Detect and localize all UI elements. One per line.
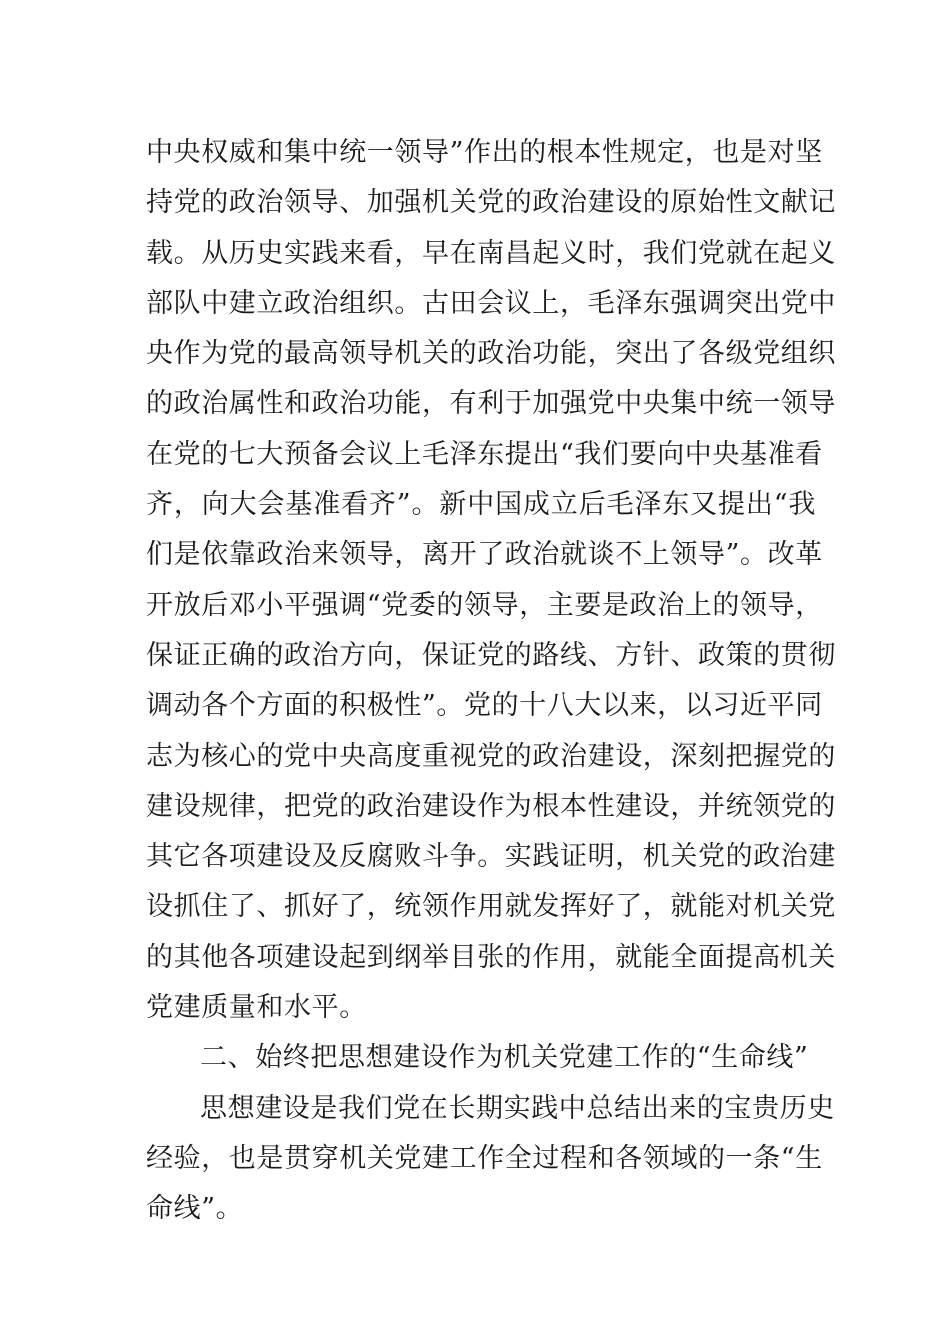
text-line: 载。从历史实践来看，早在南昌起义时，我们党就在起义 <box>146 237 836 269</box>
text-line: 们是依靠政治来领导，离开了政治就谈不上领导”。改革 <box>146 539 823 571</box>
text-line: 持党的政治领导、加强机关党的政治建设的原始性文献记 <box>146 187 836 219</box>
text-line: 设抓住了、抓好了，统领作用就发挥好了，就能对机关党 <box>146 891 836 923</box>
text-line: 命线”。 <box>146 1193 244 1225</box>
paragraph-political-building <box>146 128 836 1033</box>
text-line: 党建质量和水平。 <box>146 992 367 1024</box>
text-line: 开放后邓小平强调“党委的领导，主要是政治上的领导， <box>146 589 823 621</box>
text-line: 经验，也是贯穿机关党建工作全过程和各领域的一条“生 <box>146 1142 823 1174</box>
text-line: 的政治属性和政治功能，有利于加强党中央集中统一领导 <box>146 388 836 420</box>
text-line: 的其他各项建设起到纲举目张的作用，就能全面提高机关 <box>146 941 836 973</box>
text-line: 其它各项建设及反腐败斗争。实践证明，机关党的政治建 <box>146 841 836 873</box>
text-line: 在党的七大预备会议上毛泽东提出“我们要向中央基准看 <box>146 438 823 470</box>
document-body <box>146 128 836 1235</box>
text-line: 央作为党的最高领导机关的政治功能，突出了各级党组织 <box>146 338 836 370</box>
text-line: 保证正确的政治方向，保证党的路线、方针、政策的贯彻 <box>146 639 836 671</box>
text-line: 建设规律，把党的政治建设作为根本性建设，并统领党的 <box>146 790 836 822</box>
section-heading: 二、始终把思想建设作为机关党建工作的“生命线” <box>200 1042 809 1074</box>
text-line: 调动各个方面的积极性”。党的十八大以来，以习近平同 <box>146 690 823 722</box>
text-line: 部队中建立政治组织。古田会议上，毛泽东强调突出党中 <box>146 287 836 319</box>
text-line: 中央权威和集中统一领导”作出的根本性规定，也是对坚 <box>146 137 823 168</box>
paragraph-ideological-building <box>146 1084 835 1235</box>
text-line: 齐，向大会基准看齐”。新中国成立后毛泽东又提出“我 <box>146 489 816 521</box>
text-line: 志为核心的党中央高度重视党的政治建设，深刻把握党的 <box>146 740 836 772</box>
text-line: 思想建设是我们党在长期实践中总结出来的宝贵历史 <box>200 1092 835 1124</box>
